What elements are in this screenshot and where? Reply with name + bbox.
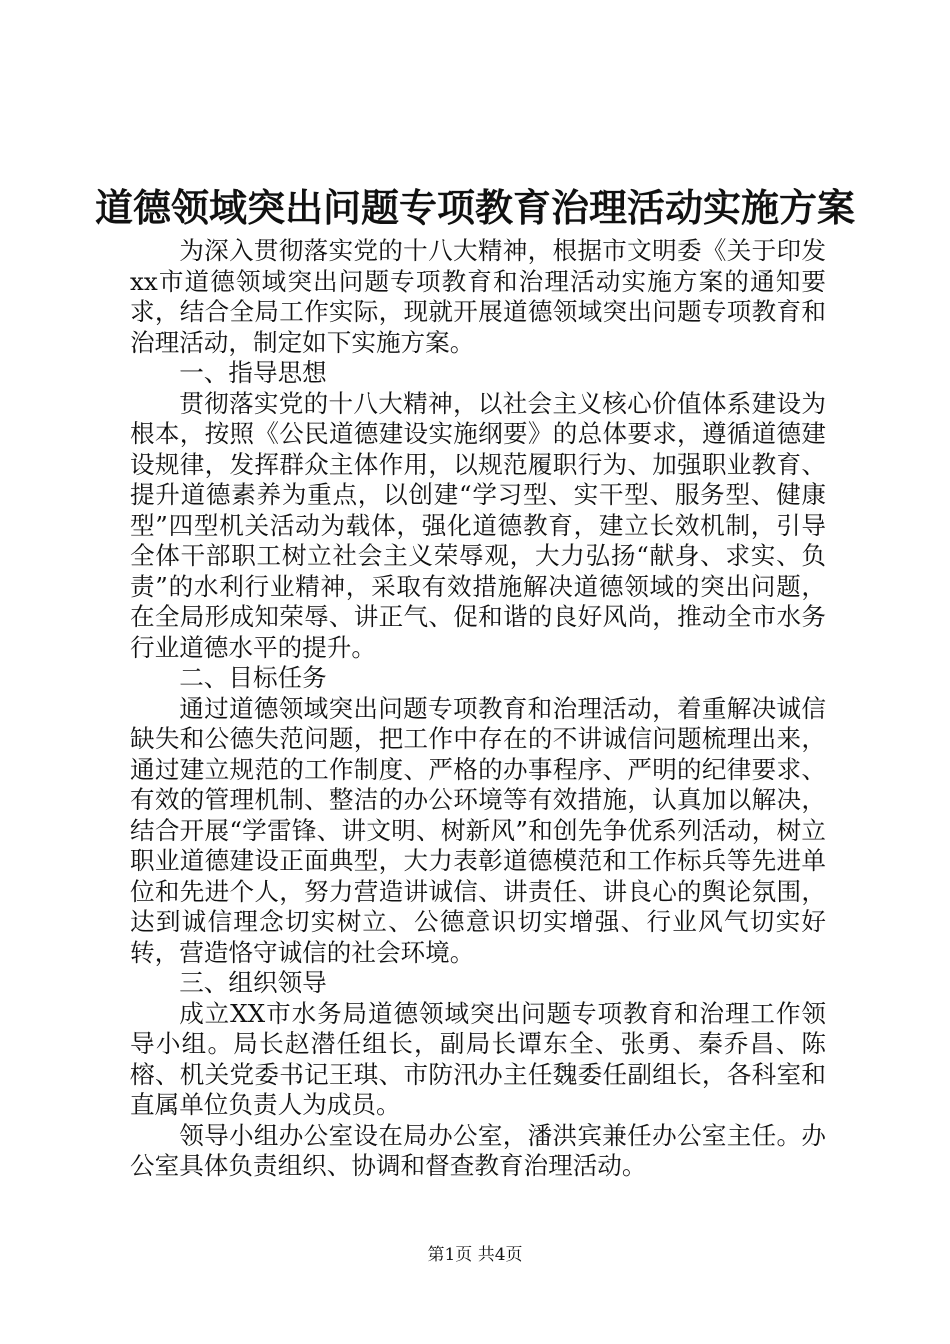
section-heading-guiding-thought: 一、指导思想 — [179, 358, 327, 387]
guiding-thought-paragraph: 贯彻落实党的十八大精神，以社会主义核心价值体系建设为根本，按照《公民道德建设实施纲要》的总体要求，遵循道德建设规律，发挥群众主体作用，以规范履职行为、加强职业教育、提升道德素养为重点，以创建“学习型、实干型、服务型、健康型”四型机关活动为载体，强化道德教育，建立长效机制，引导全体干部职工树立社会主义荣辱观，大力弘扬“献身、求实、负责”的水利行业精神，采取有效措施解决道德领域的突出问题，在全局形成知荣辱、讲正气、促和谐的良好风尚，推动全市水务行业道德水平的提升。 — [130, 388, 826, 662]
document-body — [130, 236, 826, 1182]
organization-paragraph: 成立XX市水务局道德领域突出问题专项教育和治理工作领导小组。局长赵潜任组长，副局长谭东全、张勇、秦乔昌、陈榕、机关党委书记王琪、市防汛办主任魏委任副组长，各科室和直属单位负责人为成员。 — [130, 998, 826, 1119]
document-title: 道德领域突出问题专项教育治理活动实施方案 — [94, 185, 855, 230]
office-paragraph: 领导小组办公室设在局办公室，潘洪宾兼任办公室主任。办公室具体负责组织、协调和督查教育治理活动。 — [130, 1120, 826, 1180]
intro-paragraph: 为深入贯彻落实党的十八大精神，根据市文明委《关于印发xx市道德领域突出问题专项教育和治理活动实施方案的通知要求，结合全局工作实际，现就开展道德领域突出问题专项教育和治理活动，制定如下实施方案。 — [130, 236, 826, 357]
page-number-footer: 第1页 共4页 — [427, 1245, 523, 1265]
goals-paragraph: 通过道德领域突出问题专项教育和治理活动，着重解决诚信缺失和公德失范问题，把工作中存在的不讲诚信问题梳理出来，通过建立规范的工作制度、严格的办事程序、严明的纪律要求、有效的管理机制、整洁的办公环境等有效措施，认真加以解决，结合开展“学雷锋、讲文明、树新风”和创先争优系列活动，树立职业道德建设正面典型，大力表彰道德模范和工作标兵等先进单位和先进个人，努力营造讲诚信、讲责任、讲良心的舆论氛围，达到诚信理念切实树立、公德意识切实增强、行业风气切实好转，营造恪守诚信的社会环境。 — [130, 693, 826, 967]
section-heading-goals: 二、目标任务 — [179, 663, 327, 692]
section-heading-organization: 三、组织领导 — [179, 968, 327, 997]
